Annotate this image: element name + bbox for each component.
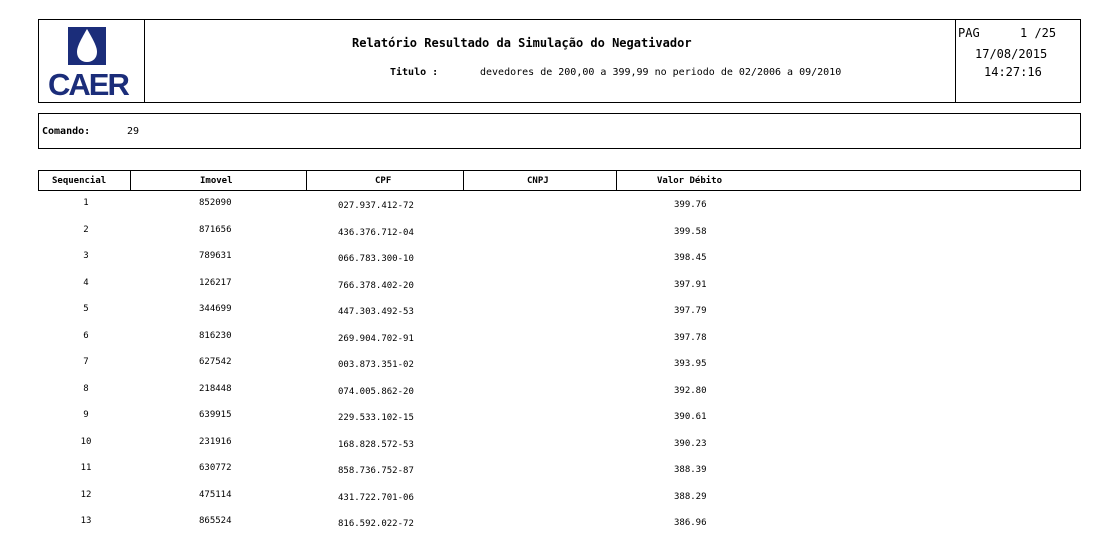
cell-cpf: 269.904.702-91 xyxy=(338,333,414,344)
column-divider xyxy=(616,170,617,191)
column-header-sequencial: Sequencial xyxy=(52,176,107,186)
cell-sequencial: 4 xyxy=(83,277,89,288)
cell-valor-debito: 399.58 xyxy=(674,226,707,237)
page-number: 1 /25 xyxy=(1020,26,1057,40)
table-row xyxy=(0,278,1107,298)
cell-cpf: 003.873.351-02 xyxy=(338,360,414,370)
cell-valor-debito: 397.79 xyxy=(674,306,707,316)
table-row xyxy=(0,463,1107,483)
cell-valor-debito: 397.78 xyxy=(674,332,707,343)
table-row xyxy=(0,357,1107,377)
cell-valor-debito: 392.80 xyxy=(674,385,707,396)
cell-valor-debito: 388.39 xyxy=(674,465,707,475)
cell-sequencial: 5 xyxy=(83,304,89,314)
cell-imovel: 865524 xyxy=(199,516,232,526)
cell-cpf: 816.592.022-72 xyxy=(338,519,414,529)
cell-sequencial: 12 xyxy=(80,489,92,500)
cell-valor-debito: 386.96 xyxy=(674,518,707,528)
logo-divider xyxy=(144,19,145,103)
cell-cpf: 431.722.701-06 xyxy=(338,492,414,503)
table-row xyxy=(0,516,1107,536)
table-row xyxy=(0,304,1107,324)
cell-cpf: 447.303.492-53 xyxy=(338,307,414,317)
command-value: 29 xyxy=(127,126,140,137)
cell-sequencial: 8 xyxy=(83,383,89,394)
cell-imovel: 639915 xyxy=(199,410,232,420)
cell-sequencial: 1 xyxy=(83,198,89,208)
table-row xyxy=(0,198,1107,218)
cell-cpf: 074.005.862-20 xyxy=(338,386,414,397)
table-row xyxy=(0,384,1107,404)
caer-logo xyxy=(40,21,142,101)
cell-valor-debito: 397.91 xyxy=(674,279,707,290)
page-info-divider xyxy=(955,19,956,103)
table-row xyxy=(0,251,1107,271)
column-divider xyxy=(306,170,307,191)
cell-imovel: 630772 xyxy=(199,463,232,473)
command-label: Comando: xyxy=(42,126,91,137)
report-title: Relatório Resultado da Simulação do Negativador xyxy=(352,36,692,50)
table-row xyxy=(0,437,1107,457)
table-row xyxy=(0,331,1107,351)
column-divider xyxy=(463,170,464,191)
cell-imovel: 627542 xyxy=(199,357,232,367)
cell-imovel: 871656 xyxy=(199,224,232,235)
cell-sequencial: 7 xyxy=(83,357,89,367)
cell-sequencial: 9 xyxy=(83,410,89,420)
cell-cpf: 766.378.402-20 xyxy=(338,280,414,291)
cell-sequencial: 3 xyxy=(83,251,89,261)
page-label: PAG xyxy=(958,26,980,40)
cell-imovel: 126217 xyxy=(199,277,232,288)
cell-imovel: 475114 xyxy=(199,489,232,500)
table-row xyxy=(0,225,1107,245)
cell-valor-debito: 399.76 xyxy=(674,200,707,210)
cell-sequencial: 13 xyxy=(80,516,92,526)
cell-valor-debito: 390.23 xyxy=(674,438,707,449)
titulo-label: Titulo : xyxy=(390,67,439,78)
command-box xyxy=(38,113,1081,149)
cell-cpf: 027.937.412-72 xyxy=(338,201,414,211)
cell-sequencial: 10 xyxy=(80,436,92,447)
cell-imovel: 852090 xyxy=(199,198,232,208)
water-drop-icon xyxy=(40,21,142,71)
column-divider xyxy=(130,170,131,191)
column-header-cnpj: CNPJ xyxy=(527,176,549,186)
table-row xyxy=(0,410,1107,430)
report-header xyxy=(38,19,1081,103)
report-date: 17/08/2015 xyxy=(975,47,1048,61)
cell-cpf: 229.533.102-15 xyxy=(338,413,414,423)
cell-cpf: 066.783.300-10 xyxy=(338,254,414,264)
report-time: 14:27:16 xyxy=(984,65,1042,79)
cell-cpf: 436.376.712-04 xyxy=(338,227,414,238)
column-header-cpf: CPF xyxy=(375,176,392,186)
cell-valor-debito: 398.45 xyxy=(674,253,707,263)
cell-sequencial: 2 xyxy=(83,224,89,235)
column-header-imovel: Imovel xyxy=(200,176,233,186)
cell-valor-debito: 390.61 xyxy=(674,412,707,422)
table-row xyxy=(0,490,1107,510)
cell-valor-debito: 388.29 xyxy=(674,491,707,502)
cell-imovel: 816230 xyxy=(199,330,232,341)
cell-imovel: 218448 xyxy=(199,383,232,394)
cell-imovel: 789631 xyxy=(199,251,232,261)
cell-cpf: 168.828.572-53 xyxy=(338,439,414,450)
cell-sequencial: 6 xyxy=(83,330,89,341)
titulo-value: devedores de 200,00 a 399,99 no periodo de 02/2006 a 09/2010 xyxy=(480,67,842,78)
cell-imovel: 231916 xyxy=(199,436,232,447)
logo-text: CAER xyxy=(48,67,128,102)
table-header xyxy=(38,170,1081,191)
cell-imovel: 344699 xyxy=(199,304,232,314)
column-header-valor-debito: Valor Débito xyxy=(657,176,723,186)
cell-valor-debito: 393.95 xyxy=(674,359,707,369)
cell-cpf: 858.736.752-87 xyxy=(338,466,414,476)
cell-sequencial: 11 xyxy=(80,463,92,473)
